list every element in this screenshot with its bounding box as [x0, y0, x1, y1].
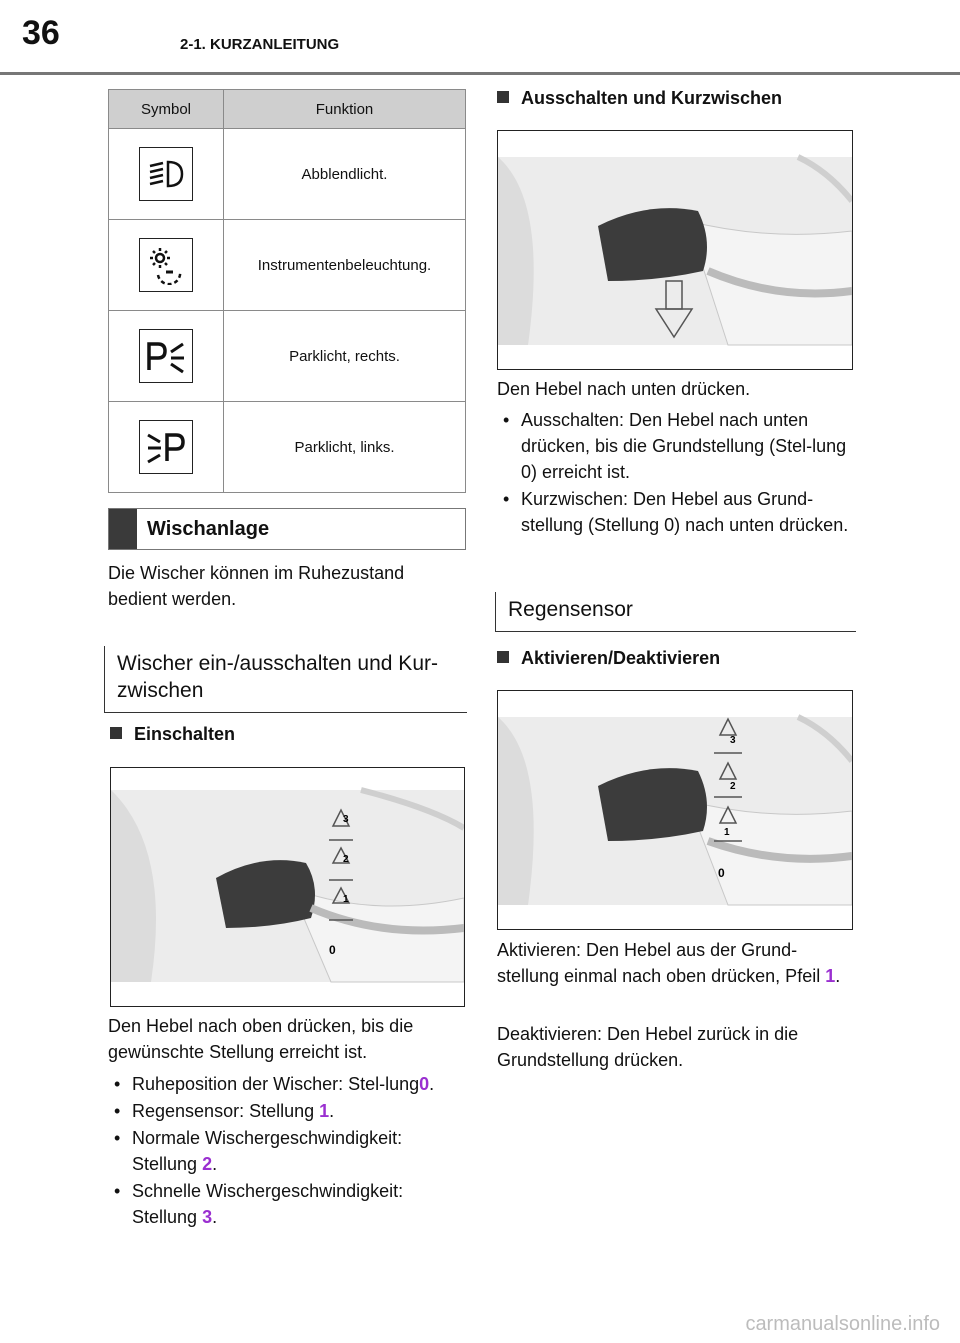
square-bullet — [497, 91, 509, 103]
symbol-table — [108, 89, 466, 493]
ausschalten-text: Den Hebel nach unten drücken. — [497, 379, 751, 399]
low-beam-icon — [139, 147, 193, 201]
parking-light-left-icon — [139, 420, 193, 474]
einschalten-title: Einschalten — [134, 724, 236, 744]
ausschalten-heading — [497, 88, 782, 109]
position-mark-2: 2 — [730, 781, 736, 792]
position-mark-2: 2 — [343, 854, 349, 865]
table-row — [109, 220, 466, 311]
einschalten-text: Den Hebel nach oben drücken, bis die gewünschte Stellung erreicht ist. — [108, 1016, 414, 1062]
table-row — [109, 311, 466, 402]
watermark: carmanualsonline.info — [745, 1313, 940, 1335]
header-rule — [0, 72, 960, 75]
aktivieren-text: Aktivieren: Den Hebel aus der Grund-stellung einmal nach oben drücken, Pfeil 1. — [497, 940, 841, 986]
wischanlage-title: Wischanlage — [147, 517, 270, 540]
row-label: Instrumentenbeleuchtung. — [224, 220, 466, 311]
ausschalten-title: Ausschalten und Kurzwischen — [521, 88, 783, 108]
ausschalten-illustration — [497, 130, 853, 370]
position-mark-3: 3 — [343, 814, 349, 825]
list-item: • Regensensor: Stellung 1. — [108, 1098, 458, 1124]
heading-bar — [109, 509, 137, 549]
ausschalten-list — [497, 407, 857, 539]
list-item: • Kurzwischen: Den Hebel aus Grund-stellung (Stellung 0) nach unten drücken. — [497, 486, 857, 538]
list-item: • Schnelle Wischergeschwindigkeit: Stellung 3. — [108, 1178, 458, 1230]
wischanlage-heading — [108, 508, 466, 550]
list-item: • Normale Wischergeschwindigkeit: Stellung 2. — [108, 1125, 458, 1177]
einschalten-illustration — [110, 767, 465, 1007]
aktivieren-title: Aktivieren/Deaktivieren — [521, 648, 721, 668]
aktivieren-illustration — [497, 690, 853, 930]
col-symbol-header: Symbol — [109, 90, 224, 129]
page-number: 36 — [22, 14, 60, 52]
square-bullet — [110, 727, 122, 739]
row-label: Parklicht, rechts. — [224, 311, 466, 402]
deaktivieren-text: Deaktivieren: Den Hebel zurück in die Grundstellung drücken. — [497, 1024, 799, 1070]
list-item: • Ausschalten: Den Hebel nach unten drücken, bis die Grundstellung (Stel-lung 0) erreicht ist. — [497, 407, 857, 485]
position-mark-1: 1 — [343, 894, 349, 905]
position-mark-0: 0 — [718, 866, 725, 880]
col-function-header: Funktion — [224, 90, 466, 129]
list-item: • Ruheposition der Wischer: Stel-lung0. — [108, 1071, 458, 1097]
square-bullet — [497, 651, 509, 663]
stellung-list — [108, 1071, 458, 1231]
position-mark-0: 0 — [329, 943, 336, 957]
aktivieren-heading — [497, 648, 720, 669]
section-title: 2-1. KURZANLEITUNG — [180, 36, 340, 53]
table-row — [109, 129, 466, 220]
wiper-subheading: Wischer ein-/ausschalten und Kur-zwischen — [104, 646, 467, 713]
row-label: Abblendlicht. — [224, 129, 466, 220]
einschalten-heading — [110, 724, 235, 745]
row-label: Parklicht, links. — [224, 402, 466, 493]
wiper-intro: Die Wischer können im Ruhezustand bedient werden. — [108, 563, 405, 609]
parking-light-right-icon — [139, 329, 193, 383]
position-mark-3: 3 — [730, 735, 736, 746]
regensensor-subheading: Regensensor — [495, 592, 856, 632]
position-mark-1: 1 — [724, 827, 730, 838]
instrument-lighting-icon — [139, 238, 193, 292]
table-row — [109, 402, 466, 493]
